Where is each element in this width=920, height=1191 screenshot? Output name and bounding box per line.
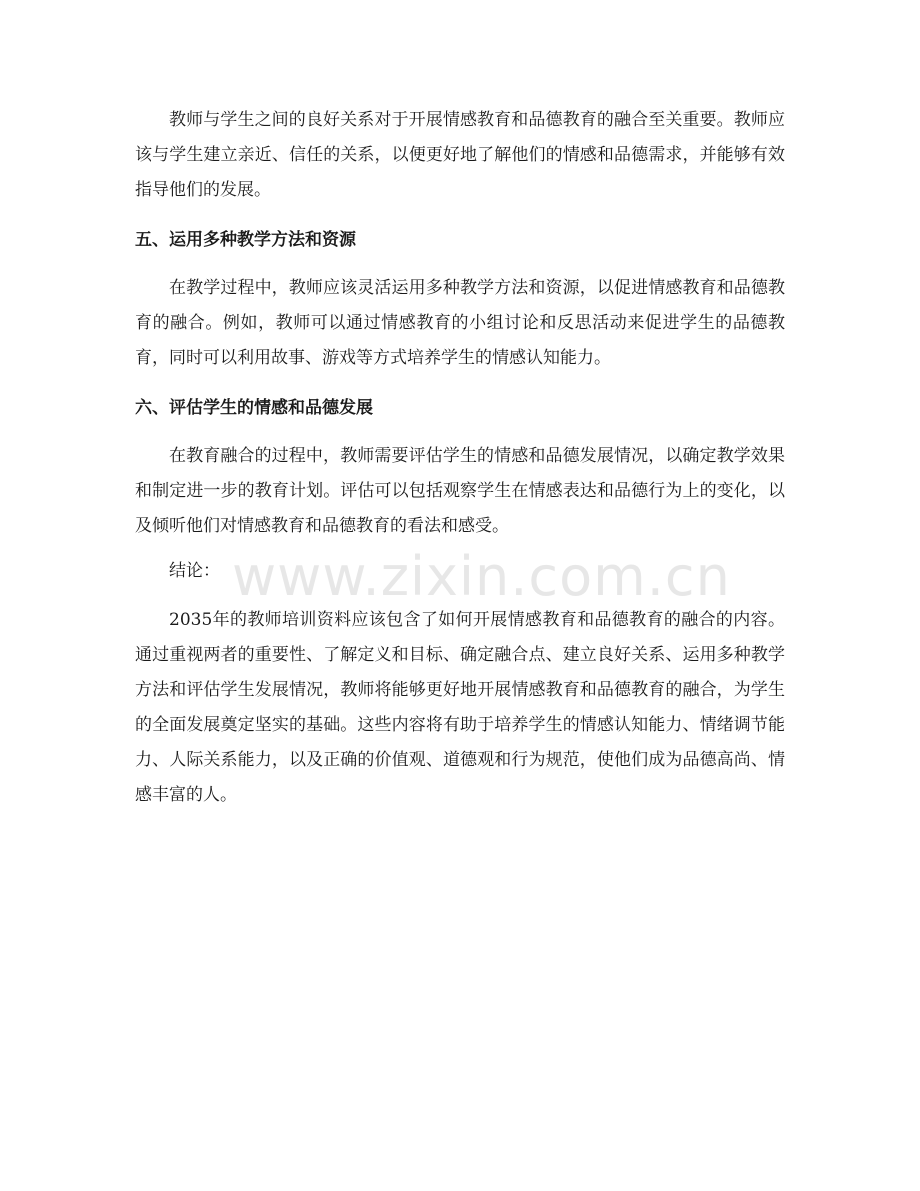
document-body xyxy=(135,103,785,813)
paragraph-assessment: 在教育融合的过程中，教师需要评估学生的情感和品德发展情况，以确定教学效果和制定进一步的教育计划。评估可以包括观察学生在情感表达和品德行为上的变化，以及倾听他们对情感教育和品德教育的看法和感受。 xyxy=(135,446,785,536)
paragraph-teacher-student-relationship: 教师与学生之间的良好关系对于开展情感教育和品德教育的融合至关重要。教师应该与学生建立亲近、信任的关系，以便更好地了解他们的情感和品德需求，并能够有效指导他们的发展。 xyxy=(135,110,785,200)
conclusion-label: 结论： xyxy=(169,561,220,581)
watermark: www.zixin.com.cn xyxy=(232,545,731,608)
section-heading-assessment: 六、评估学生的情感和品德发展 xyxy=(135,398,373,418)
paragraph-teaching-methods: 在教学过程中，教师应该灵活运用多种教学方法和资源，以促进情感教育和品德教育的融合。例如，教师可以通过情感教育的小组讨论和反思活动来促进学生的品德教育，同时可以利用故事、游戏等方式培养学生的情感认知能力。 xyxy=(135,278,785,368)
section-heading-teaching-methods: 五、运用多种教学方法和资源 xyxy=(135,230,356,250)
paragraph-conclusion: 2035年的教师培训资料应该包含了如何开展情感教育和品德教育的融合的内容。通过重视两者的重要性、了解定义和目标、确定融合点、建立良好关系、运用多种教学方法和评估学生发展情况，教师将能够更好地开展情感教育和品德教育的融合，为学生的全面发展奠定坚实的基础。这些内容将有助于培养学生的情感认知能力、情绪调节能力、人际关系能力，以及正确的价值观、道德观和行为规范，使他们成为品德高尚、情感丰富的人。 xyxy=(135,610,785,805)
